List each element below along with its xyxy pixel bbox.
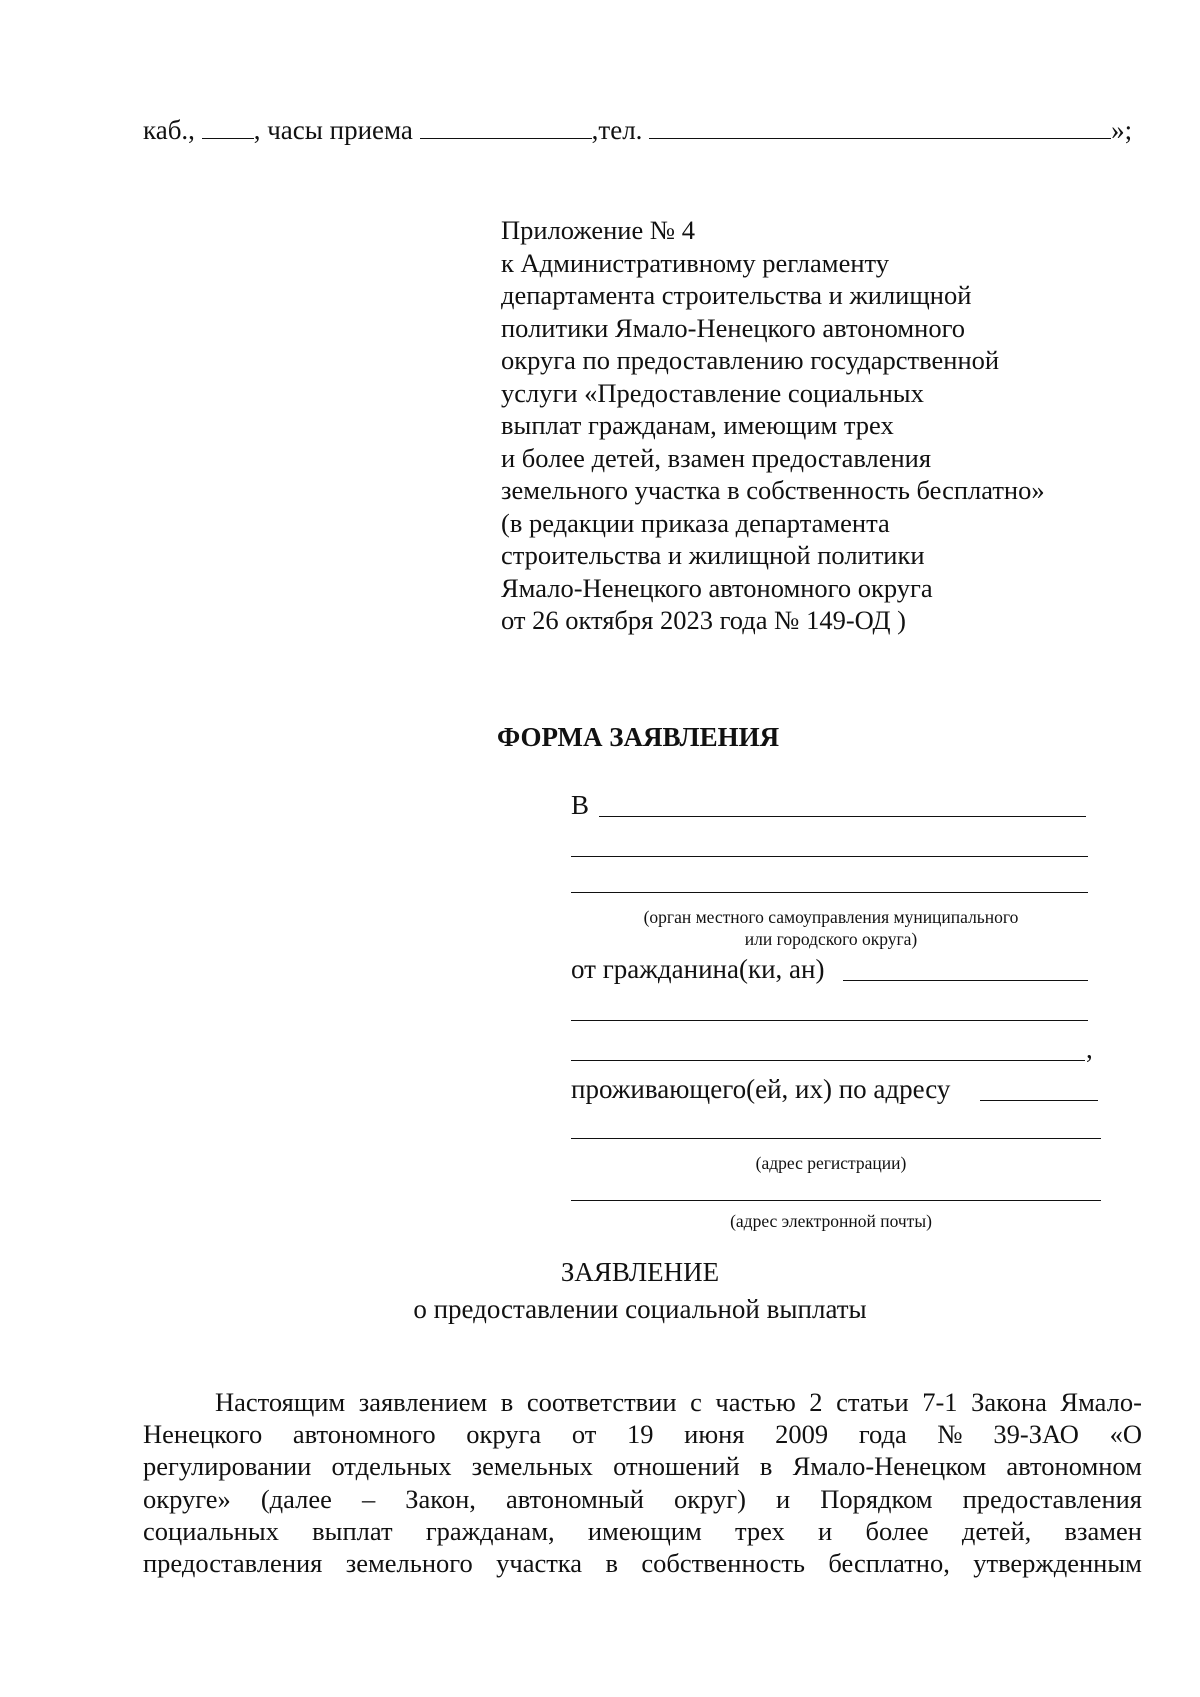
body-word: – [361,1483,376,1514]
appendix-line: от 26 октября 2023 года № 149-ОД ) [501,605,906,635]
address-blank [571,1138,1101,1139]
body-word: округ) [673,1483,746,1514]
body-word: Закона [971,1387,1047,1417]
body-word: гражданам, [425,1515,555,1546]
recipient-blank [571,856,1088,857]
address-blank [980,1100,1098,1101]
body-word: автономный [505,1483,644,1514]
appendix-line: округа по предоставлению государственной [501,345,1000,375]
body-word: Ямало-Ненецком [792,1451,987,1482]
authority-hint-line: (орган местного самоуправления муниципального [643,907,1019,927]
body-word: № [937,1419,963,1450]
residing-label: проживающего(ей, их) по адресу [571,1074,951,1104]
body-word: Порядком [820,1483,933,1514]
statement-subtitle: о предоставлении социальной выплаты [413,1294,867,1324]
body-word: Ненецкого [143,1419,263,1450]
body-word: регулировании [143,1451,312,1482]
body-word: в [759,1451,773,1482]
body-word: соответствии [526,1387,677,1417]
body-word: утвержденным [973,1547,1142,1578]
body-word: отношений [613,1451,740,1482]
body-line [143,1515,1142,1547]
authority-hint-line: или городского округа) [744,929,918,949]
recipient-blank [571,892,1088,893]
to-label: В [571,790,590,820]
body-word: трех [734,1515,785,1546]
applicant-blank [571,1020,1088,1021]
body-word: земельных [471,1451,593,1482]
body-word: предоставления [143,1547,323,1578]
appendix-line: политики Ямало-Ненецкого автономного [501,312,966,343]
form-title: ФОРМА ЗАЯВЛЕНИЯ [497,722,780,752]
body-line [143,1450,1142,1482]
applicant-blank [843,980,1088,981]
body-line [143,1547,1142,1579]
body-line [143,1386,1142,1418]
body-word: 39-ЗАО [993,1419,1079,1450]
hours-blank [420,116,592,139]
body-word: Закон, [405,1483,476,1514]
appendix-line: выплат гражданам, имеющим трех [501,410,894,440]
appendix-line: Приложение № 4 [501,215,696,245]
appendix-line: земельного участка в собственность бесплатно» [501,475,1045,505]
room-label: каб., [143,115,195,145]
email-blank [571,1200,1101,1201]
body-word: Ямало- [1060,1387,1142,1417]
body-word: и [775,1483,791,1514]
appendix-line: к Административному регламенту [501,247,889,278]
body-word: социальных [143,1515,279,1546]
body-word: автономного [292,1419,436,1450]
appendix-line: департамента строительства и жилищной [501,280,972,310]
body-word: выплат [312,1515,393,1546]
body-word: округе» [143,1483,231,1514]
body-word: (далее [260,1483,332,1514]
body-word: земельного [345,1547,473,1578]
appendix-line: Ямало-Ненецкого автономного округа [501,572,933,603]
body-word: в [500,1387,514,1417]
body-word: 19 [626,1419,654,1450]
address-block [571,790,1111,1232]
registration-hint: (адрес регистрации) [755,1153,907,1173]
appendix-line: услуги «Предоставление социальных [501,377,924,408]
body-word: «О [1109,1419,1142,1450]
hours-label: , часы приема [253,115,413,145]
body-line [143,1418,1142,1450]
body-word: автономном [1006,1451,1142,1482]
statement-body [143,1386,1142,1579]
from-label: от гражданина(ки, ан) [571,954,825,984]
line-end-quote: »; [1111,115,1133,145]
body-word: с [690,1387,702,1417]
contact-line [143,115,1132,146]
body-word: частью [715,1387,796,1417]
body-word: собственность [641,1547,806,1578]
appendix-line: строительства и жилищной политики [501,540,925,570]
body-word: 2009 [775,1419,829,1450]
body-word: статьи [836,1387,909,1417]
tel-label: ,тел. [591,115,643,145]
tel-blank [649,116,1111,139]
body-word: и [818,1515,833,1546]
body-line [143,1483,1142,1515]
body-word: взамен [1064,1515,1142,1546]
recipient-blank [599,816,1086,817]
body-word: более [865,1515,929,1546]
appendix-line: и более детей, взамен предоставления [501,442,932,473]
body-word: от [571,1419,597,1450]
appendix-line: (в редакции приказа департамента [501,507,890,538]
email-hint: (адрес электронной почты) [730,1211,932,1231]
body-word: участка [496,1547,583,1578]
body-word: имеющим [587,1515,702,1546]
body-word: Настоящим [215,1387,346,1417]
body-word: в [605,1547,618,1578]
body-word: округа [466,1419,542,1450]
body-word: отдельных [331,1451,452,1482]
room-blank [202,116,254,139]
statement-title: ЗАЯВЛЕНИЕ [560,1257,720,1287]
appendix-header [501,214,1045,637]
body-word: июня [684,1419,745,1450]
body-word: бесплатно, [828,1547,950,1578]
body-word: предоставления [962,1483,1142,1514]
body-word: 2 [809,1387,823,1417]
body-word: детей, [961,1515,1032,1546]
body-word: 7-1 [922,1387,958,1417]
applicant-blank [571,1060,1085,1061]
body-word: заявлением [358,1387,488,1417]
applicant-comma: , [1086,1034,1093,1064]
body-word: года [858,1419,907,1450]
authority-hint [571,906,1091,950]
